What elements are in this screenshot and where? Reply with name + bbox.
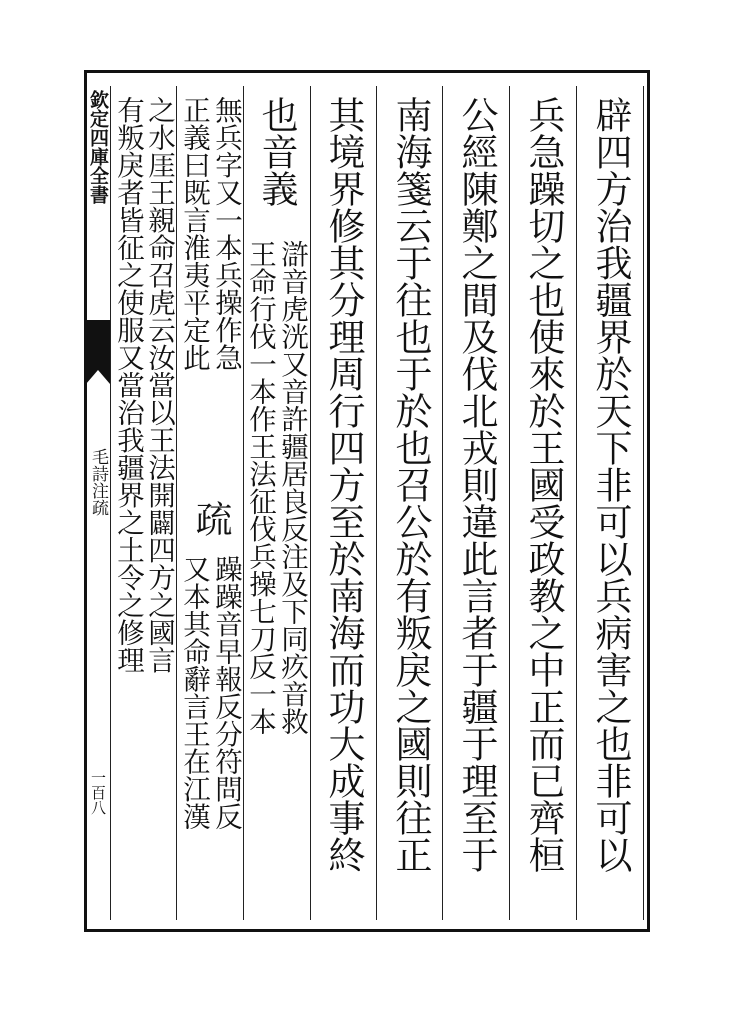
- column-rule: [643, 86, 644, 920]
- commentary-column-7-left: 正義曰既言淮夷平定此: [178, 96, 210, 371]
- commentary-column-7-right-cont: 躁躁音早報反分符問反: [210, 555, 242, 830]
- fore-edge-series-title: 欽定四庫全書: [87, 90, 109, 204]
- column-rule: [376, 86, 377, 920]
- commentary-column-8-right: 之水厓王親命召虎云汝當以王法開闢四方之國言: [143, 96, 175, 674]
- commentary-column-7-right: 無兵字又一本兵操作急: [210, 96, 242, 371]
- text-column-2: 兵急躁切之也使來於王國受政教之中正而已齊桓: [522, 96, 565, 873]
- column-rule: [176, 86, 177, 920]
- commentary-column-7-left-cont: 又本其命辭言王在江漢: [178, 555, 210, 830]
- column-rule: [576, 86, 577, 920]
- commentary-column-6-right: 滸音虎洸又音許疆居良反注及下同疚音救: [276, 240, 308, 735]
- fore-edge-page-number: 一百八: [89, 770, 107, 815]
- column-rule: [442, 86, 443, 920]
- commentary-column-8-left: 有叛戾者皆征之使服又當治我疆界之土令之修理: [112, 96, 144, 674]
- column-rule: [110, 86, 111, 920]
- text-column-6-head: 也音義: [255, 96, 298, 207]
- commentary-column-6-left: 王命行伐一本作王法征伐兵操七刀反一本: [244, 240, 276, 735]
- column-rule: [310, 86, 311, 920]
- column-rule: [509, 86, 510, 920]
- fishtail-mark: [86, 320, 110, 370]
- text-column-1: 辟四方治我疆界於天下非可以兵病害之也非可以: [589, 96, 632, 873]
- text-column-5: 其境界修其分理周行四方至於南海而功大成事終: [322, 96, 365, 873]
- text-column-3: 公經陳鄭之間及伐北戎則違此言者于疆于理至于: [455, 96, 498, 873]
- text-column-4: 南海箋云于往也于於也召公於有叛戾之國則往正: [389, 96, 432, 873]
- fore-edge-book-title: 毛詩注疏: [88, 448, 108, 516]
- shu-commentary-marker: 疏: [189, 500, 232, 537]
